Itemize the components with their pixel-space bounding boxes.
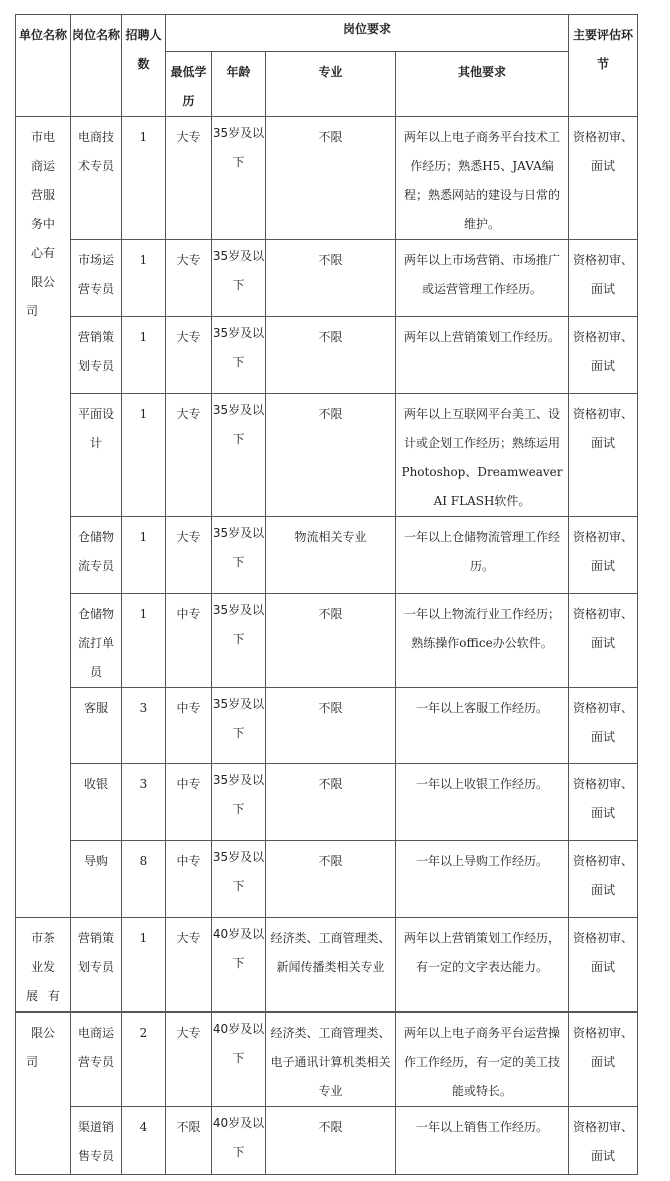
post-count: 1 (122, 517, 166, 594)
post-evaluation: 资格初审、面试 (569, 764, 638, 841)
post-other-requirements: 一年以上仓储物流管理工作经历。 (396, 517, 569, 594)
post-count: 1 (122, 594, 166, 688)
header-unit: 单位名称 (16, 15, 71, 117)
post-age: 35岁及以下 (212, 117, 266, 240)
table-row (16, 317, 638, 394)
post-major: 不限 (266, 1107, 396, 1175)
post-evaluation: 资格初审、面试 (569, 1107, 638, 1175)
header-post: 岗位名称 (71, 15, 122, 117)
post-age: 40岁及以下 (212, 1107, 266, 1175)
post-major: 不限 (266, 841, 396, 918)
post-count: 1 (122, 240, 166, 317)
header-count: 招聘人数 (122, 15, 166, 117)
table-row (16, 117, 638, 240)
post-evaluation: 资格初审、面试 (569, 317, 638, 394)
post-education: 不限 (166, 1107, 212, 1175)
post-evaluation: 资格初审、面试 (569, 841, 638, 918)
post-age: 35岁及以下 (212, 394, 266, 517)
table-row (16, 764, 638, 841)
table-row (16, 394, 638, 517)
post-evaluation: 资格初审、面试 (569, 394, 638, 517)
post-count: 1 (122, 117, 166, 240)
post-evaluation: 资格初审、面试 (569, 517, 638, 594)
header-requirements: 岗位要求 (166, 15, 569, 52)
post-evaluation: 资格初审、面试 (569, 117, 638, 240)
post-education: 大专 (166, 1012, 212, 1107)
table-row (16, 594, 638, 688)
post-title: 市场运营专员 (71, 240, 122, 317)
post-count: 2 (122, 1012, 166, 1107)
post-education: 大专 (166, 240, 212, 317)
post-major: 不限 (266, 764, 396, 841)
post-other-requirements: 两年以上互联网平台美工、设计或企划工作经历；熟练运用Photoshop、Dreamweaver AI FLASH软件。 (396, 394, 569, 517)
post-count: 1 (122, 394, 166, 517)
post-evaluation: 资格初审、面试 (569, 688, 638, 764)
header-evaluation: 主要评估环节 (569, 15, 638, 117)
post-education: 大专 (166, 918, 212, 1013)
unit-name-tea-part2: 限公司 (16, 1012, 71, 1175)
post-other-requirements: 一年以上客服工作经历。 (396, 688, 569, 764)
post-title: 客服 (71, 688, 122, 764)
post-title: 电商运营专员 (71, 1012, 122, 1107)
post-major: 不限 (266, 117, 396, 240)
post-count: 1 (122, 317, 166, 394)
post-count: 3 (122, 688, 166, 764)
post-other-requirements: 两年以上营销策划工作经历，有一定的文字表达能力。 (396, 918, 569, 1013)
header-major: 专业 (266, 52, 396, 117)
post-title: 平面设计 (71, 394, 122, 517)
table-row (16, 918, 638, 1013)
post-age: 40岁及以下 (212, 1012, 266, 1107)
table-row (16, 841, 638, 918)
post-major: 不限 (266, 394, 396, 517)
post-age: 35岁及以下 (212, 841, 266, 918)
post-major: 物流相关专业 (266, 517, 396, 594)
header-other: 其他要求 (396, 52, 569, 117)
post-other-requirements: 一年以上收银工作经历。 (396, 764, 569, 841)
post-count: 8 (122, 841, 166, 918)
unit-name-ecommerce: 市电商运营服务中心有限公司 (16, 117, 71, 918)
header-education: 最低学历 (166, 52, 212, 117)
post-title: 导购 (71, 841, 122, 918)
post-other-requirements: 两年以上电子商务平台技术工作经历；熟悉H5、JAVA编程；熟悉网站的建设与日常的维护。 (396, 117, 569, 240)
post-education: 中专 (166, 841, 212, 918)
recruitment-table (15, 14, 638, 1175)
post-education: 中专 (166, 764, 212, 841)
post-education: 大专 (166, 517, 212, 594)
post-evaluation: 资格初审、面试 (569, 918, 638, 1013)
post-title: 营销策划专员 (71, 918, 122, 1013)
post-age: 35岁及以下 (212, 317, 266, 394)
post-age: 35岁及以下 (212, 240, 266, 317)
post-education: 中专 (166, 688, 212, 764)
post-title: 营销策划专员 (71, 317, 122, 394)
post-title: 渠道销售专员 (71, 1107, 122, 1175)
table-row (16, 1012, 638, 1107)
post-major: 不限 (266, 240, 396, 317)
post-age: 35岁及以下 (212, 764, 266, 841)
post-education: 大专 (166, 394, 212, 517)
post-age: 35岁及以下 (212, 594, 266, 688)
table-row (16, 688, 638, 764)
post-education: 中专 (166, 594, 212, 688)
post-title: 仓储物流打单员 (71, 594, 122, 688)
post-title: 收银 (71, 764, 122, 841)
post-other-requirements: 一年以上物流行业工作经历；熟练操作office办公软件。 (396, 594, 569, 688)
post-title: 仓储物流专员 (71, 517, 122, 594)
table-row (16, 240, 638, 317)
post-major: 不限 (266, 688, 396, 764)
post-evaluation: 资格初审、面试 (569, 240, 638, 317)
post-major: 经济类、工商管理类、电子通讯计算机类相关专业 (266, 1012, 396, 1107)
post-count: 1 (122, 918, 166, 1013)
post-other-requirements: 两年以上市场营销、市场推广或运营管理工作经历。 (396, 240, 569, 317)
post-major: 不限 (266, 594, 396, 688)
post-evaluation: 资格初审、面试 (569, 1012, 638, 1107)
post-other-requirements: 一年以上导购工作经历。 (396, 841, 569, 918)
post-count: 3 (122, 764, 166, 841)
table-row (16, 517, 638, 594)
header-age: 年龄 (212, 52, 266, 117)
post-other-requirements: 两年以上电子商务平台运营操作工作经历，有一定的美工技能或特长。 (396, 1012, 569, 1107)
unit-name-tea-part1: 市茶业发展有 (16, 918, 71, 1013)
post-age: 35岁及以下 (212, 688, 266, 764)
post-major: 经济类、工商管理类、新闻传播类相关专业 (266, 918, 396, 1013)
table-row (16, 1107, 638, 1175)
post-age: 40岁及以下 (212, 918, 266, 1013)
post-evaluation: 资格初审、面试 (569, 594, 638, 688)
post-age: 35岁及以下 (212, 517, 266, 594)
post-other-requirements: 两年以上营销策划工作经历。 (396, 317, 569, 394)
post-major: 不限 (266, 317, 396, 394)
post-other-requirements: 一年以上销售工作经历。 (396, 1107, 569, 1175)
post-education: 大专 (166, 317, 212, 394)
post-education: 大专 (166, 117, 212, 240)
post-title: 电商技术专员 (71, 117, 122, 240)
post-count: 4 (122, 1107, 166, 1175)
